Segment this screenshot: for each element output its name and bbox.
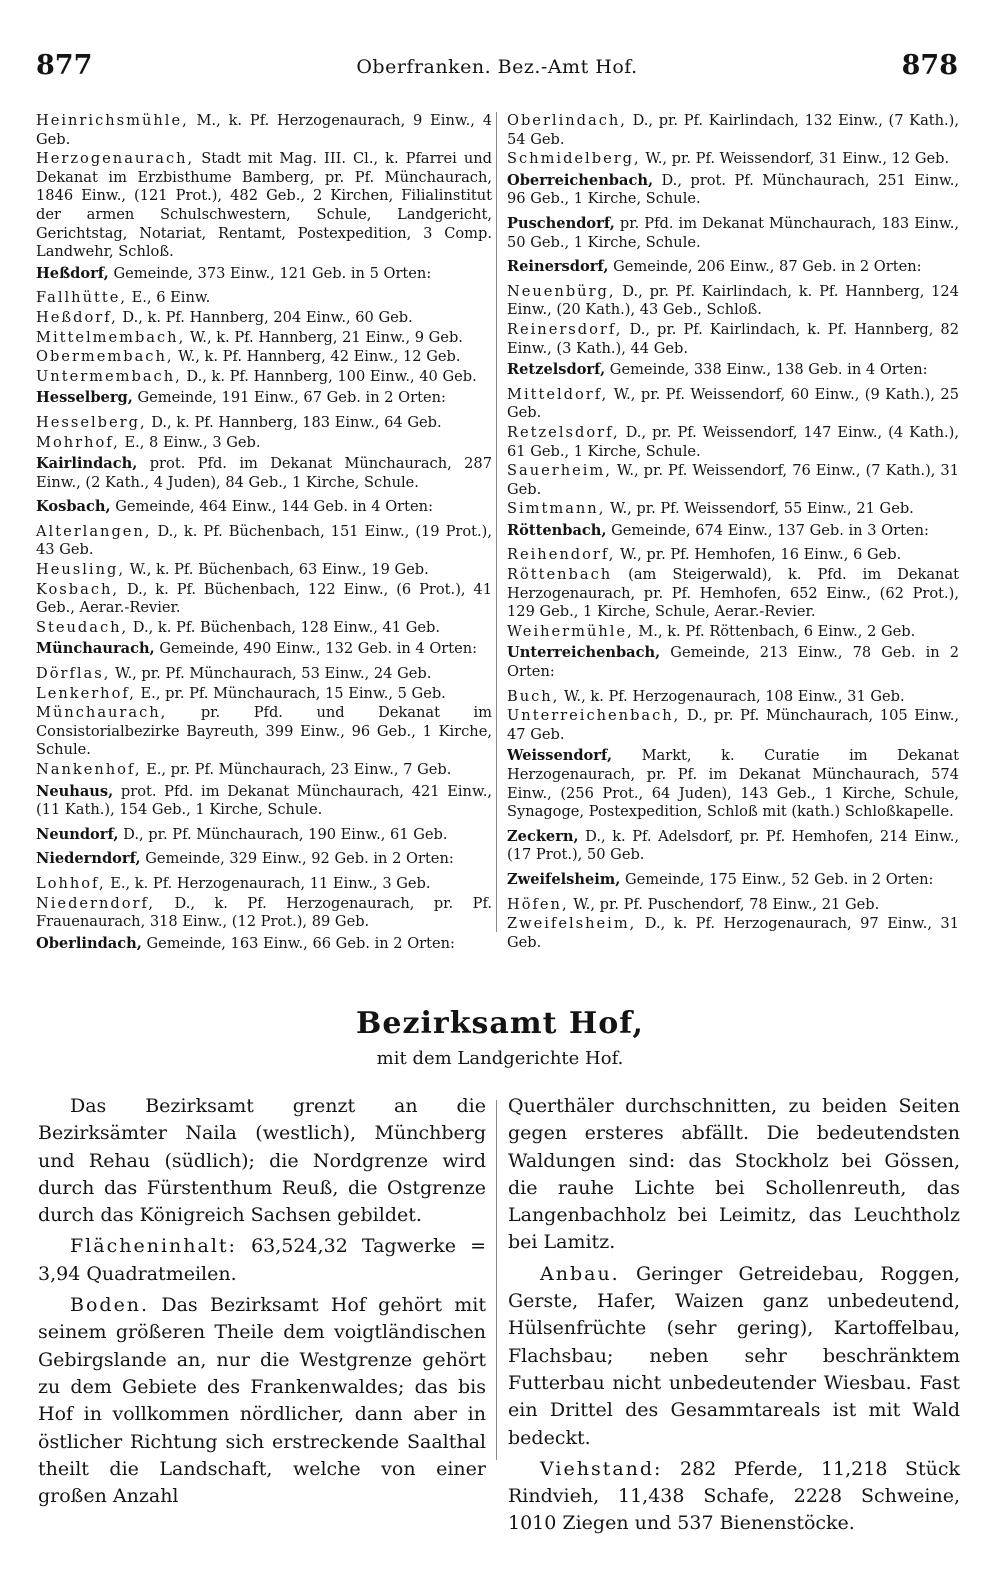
place-name: Zweifelsheim, (507, 870, 621, 888)
paragraph-lead: Anbau. (540, 1262, 620, 1285)
gazetteer-entry (36, 309, 492, 328)
gazetteer-entry-heading (507, 215, 959, 252)
gazetteer-entry-heading (507, 361, 959, 380)
place-name: Mohrhof, (36, 433, 120, 451)
gazetteer-entry (507, 321, 959, 358)
entry-details: Gemeinde, 490 Einw., 132 Geb. in 4 Orten: (159, 640, 478, 658)
entry-details: D., k. Pf. Herzogenaurach, pr. Pf. Frauenaurach, 318 Einw., (12 Prot.), 89 Geb. (36, 894, 492, 931)
section-subtitle: mit dem Landgerichte Hof. (376, 1048, 624, 1069)
page-number-left: 877 (36, 50, 93, 81)
place-name: Weihermühle, (507, 622, 634, 640)
gazetteer-entry-heading (36, 935, 492, 954)
entry-details: Gemeinde, 338 Einw., 138 Geb. in 4 Orten: (609, 361, 928, 379)
gazetteer-entry (36, 289, 492, 308)
entry-details: W., pr. Pf. Weissendorf, 55 Einw., 21 Geb. (610, 500, 914, 518)
gazetteer-entry (36, 561, 492, 580)
entry-details: D., pr. Pf. Münchaurach, 105 Einw., 47 Geb. (507, 707, 960, 743)
entry-details: E., 8 Einw., 3 Geb. (124, 433, 261, 451)
gazetteer-entry-heading (36, 640, 492, 659)
gazetteer-entry (36, 348, 492, 367)
place-name: Lohhof, (36, 874, 106, 892)
entry-details: D., k. Pf. Hannberg, 204 Einw., 60 Geb. (122, 308, 413, 326)
entry-details: D., k. Pf. Büchenbach, 128 Einw., 41 Geb. (132, 618, 440, 636)
entry-details: D., pr. Pf. Kairlindach, k. Pf. Hannberg, 124 Einw., (20 Kath.), 43 Geb., Schloß. (507, 282, 959, 319)
entry-details: E., k. Pf. Herzogenaurach, 11 Einw., 3 Geb. (110, 874, 431, 892)
paragraph-lead: Boden. (70, 1294, 150, 1317)
entry-details: D., prot. Pf. Münchaurach, 251 Einw., 96 Geb., 1 Kirche, Schule. (507, 171, 960, 208)
gazetteer-entry (36, 704, 492, 760)
place-name: Alterlangen, (36, 522, 152, 540)
entry-details: Gemeinde, 175 Einw., 52 Geb. in 2 Orten: (624, 870, 934, 888)
place-name: Puschendorf, (507, 214, 615, 232)
place-name: Schmidelberg, (507, 150, 641, 168)
gazetteer-entry (507, 112, 959, 149)
entry-details: Stadt mit Mag. III. Cl., k. Pfarrei und Dekanat im Erzbisthume Bamberg, pr. Pf. Münchaurach, 1846 Einw., (121 Prot.), 482 Geb., 2 Kirchen, Filialinstitut der armen Schulschwestern, Schule, Landgericht, Gerichtstag, Notariat, Rentamt, Postexpedition, 3 Comp. Landwehr, Schloß. (36, 150, 492, 261)
gazetteer-entry-heading (507, 828, 959, 865)
description-paragraph (508, 1261, 960, 1452)
place-name: Reinersdorf, (507, 320, 623, 338)
entry-details: W., pr. Pf. Weissendorf, 31 Einw., 12 Geb. (645, 150, 950, 168)
entry-details: D., k. Pf. Hannberg, 183 Einw., 64 Geb. (151, 413, 442, 431)
entry-details: M., k. Pf. Röttenbach, 6 Einw., 2 Geb. (638, 622, 916, 640)
gazetteer-entry (507, 283, 959, 320)
place-name: Röttenbach (507, 566, 613, 584)
entry-details: prot. Pfd. im Dekanat Münchaurach, 287 Einw., (2 Kath., 4 Juden), 84 Geb., 1 Kirche, Schule. (36, 455, 493, 491)
description-paragraph (38, 1233, 486, 1288)
place-name: Kosbach, (36, 580, 120, 598)
gazetteer-entry (507, 915, 959, 952)
entry-details: W., k. Pf. Hannberg, 21 Einw., 9 Geb. (189, 328, 463, 346)
paragraph-lead: Viehstand: (540, 1457, 663, 1480)
gazetteer-entry (36, 112, 492, 149)
description-column-left (38, 1093, 486, 1514)
column-divider-top (496, 112, 497, 932)
paragraph-text: Das Bezirksamt Hof gehört mit seinem größeren Theile dem voigtländischen Gebirgslande an, nur die Westgrenze gehört zu dem Gebiete des Frankenwaldes; das bis Hof in vollkommen nördlicher, dann aber in östlicher Richtung sich erstreckende Saalthal theilt die Landschaft, welche von einer großen Anzahl (38, 1294, 486, 1508)
gazetteer-entry-heading (507, 522, 959, 541)
place-name: Lenkerhof, (36, 684, 136, 702)
place-name: Hesselberg, (36, 389, 133, 407)
place-name: Herzogenaurach, (36, 150, 195, 168)
place-name: Röttenbach, (507, 521, 607, 539)
entry-details: D., pr. Pf. Weissendorf, 147 Einw., (4 Kath.), 61 Geb., 1 Kirche, Schule. (507, 423, 959, 460)
place-name: Sauerheim, (507, 462, 612, 480)
gazetteer-entry (507, 424, 959, 461)
gazetteer-entry-heading (36, 850, 492, 869)
gazetteer-entry (507, 896, 959, 915)
entry-details: Gemeinde, 674 Einw., 137 Geb. in 3 Orten: (611, 521, 929, 539)
description-paragraph (38, 1093, 486, 1229)
place-name: Fallhütte, (36, 289, 127, 307)
entry-details: W., k. Pf. Herzogenaurach, 108 Einw., 31 Geb. (563, 687, 905, 705)
entry-details: D., k. Pf. Büchenbach, 151 Einw., (19 Prot.), 43 Geb. (36, 522, 493, 559)
gazetteer-entry-heading (36, 826, 492, 845)
paragraph-text: 63,524,32 Tagwerke = 3,94 Quadratmeilen. (38, 1235, 486, 1285)
gazetteer-entry (507, 386, 959, 423)
entry-details: D., k. Pf. Herzogenaurach, 97 Einw., 31 Geb. (507, 915, 959, 951)
paragraph-lead: Flächeninhalt: (70, 1235, 237, 1258)
gazetteer-entry (507, 150, 959, 169)
place-name: Höfen, (507, 895, 569, 913)
page-header (36, 50, 958, 90)
running-title: Oberfranken. Bez.-Amt Hof. (356, 56, 638, 78)
gazetteer-entry-heading (507, 258, 959, 277)
entry-details: Gemeinde, 464 Einw., 144 Geb. in 4 Orten: (115, 498, 433, 516)
gazetteer-entry-heading (507, 172, 959, 209)
entry-details: Gemeinde, 206 Einw., 87 Geb. in 2 Orten: (613, 258, 922, 276)
place-name: Weissendorf, (507, 747, 613, 765)
entry-details: W., pr. Pf. Weissendorf, 76 Einw., (7 Kath.), 31 Geb. (507, 462, 959, 498)
gazetteer-entry (507, 707, 959, 744)
paragraph-text: Das Bezirksamt grenzt an die Bezirksämter Naila (westlich), Münchberg und Rehau (südlich); die Nordgrenze wird durch das Fürstenthum Reuß, die Ostgrenze durch das Königreich Sachsen gebildet. (38, 1095, 486, 1227)
gazetteer-entry (36, 761, 492, 780)
entry-details: prot. Pfd. im Dekanat Münchaurach, 421 Einw., (11 Kath.), 154 Geb., 1 Kirche, Schule. (36, 782, 492, 819)
paragraph-text: 282 Pferde, 11,218 Stück Rindvieh, 11,438 Schafe, 2228 Schweine, 1010 Ziegen und 537 Bienenstöcke. (508, 1457, 961, 1535)
entry-details: D., pr. Pf. Münchaurach, 190 Einw., 61 Geb. (123, 825, 448, 843)
entry-details: M., k. Pf. Herzogenaurach, 9 Einw., 4 Geb. (36, 112, 493, 148)
gazetteer-entry (507, 462, 959, 499)
gazetteer-entry (507, 546, 959, 565)
gazetteer-entry (36, 895, 492, 932)
paragraph-text: Querthäler durchschnitten, zu beiden Seiten gegen ersteres abfällt. Die bedeutendsten Waldungen sind: das Stockholz bei Gössen, die rauhe Lichte bei Schollenreuth, das Langenbachholz bei Leimitz, das Leuchtholz bei Lamitz. (508, 1095, 960, 1254)
column-divider-bottom (496, 1100, 497, 1460)
entry-details: W., k. Pf. Hannberg, 42 Einw., 12 Geb. (178, 348, 461, 366)
entry-details: Markt, k. Curatie im Dekanat Herzogenaurach, pr. Pf. im Dekanat Münchaurach, 574 Einw., (256 Prot., 64 Juden), 143 Geb., 1 Kirche, Schule, Synagoge, Postexpedition, Schloß mit (kath.) Schloßkapelle. (507, 747, 959, 821)
place-name: Mittelmembach, (36, 328, 186, 346)
place-name: Unterreichenbach, (507, 644, 661, 662)
description-paragraph (508, 1456, 960, 1538)
place-name: Münchaurach, (36, 640, 155, 658)
gazetteer-entry-heading (36, 498, 492, 517)
entry-details: pr. Pfd. und Dekanat im Consistorialbezirke Bayreuth, 399 Einw., 96 Geb., 1 Kirche, Schule. (36, 704, 492, 759)
place-name: Neuenbürg, (507, 282, 616, 300)
gazetteer-entry-heading (507, 747, 959, 821)
gazetteer-entry (36, 150, 492, 262)
place-name: Heusling, (36, 561, 125, 579)
entry-details: Gemeinde, 373 Einw., 121 Geb. in 5 Orten: (113, 264, 432, 282)
gazetteer-entry (507, 623, 959, 642)
place-name: Reihendorf, (507, 546, 616, 564)
place-name: Oberlindach, (507, 112, 627, 129)
gazetteer-entry-heading (36, 265, 492, 284)
place-name: Münchaurach, (36, 704, 168, 722)
place-name: Steudach, (36, 618, 129, 636)
entry-details: W., pr. Pf. Münchaurach, 53 Einw., 24 Geb. (115, 665, 432, 683)
place-name: Neuhaus, (36, 782, 114, 800)
gazetteer-entry (507, 688, 959, 707)
entry-details: pr. Pfd. im Dekanat Münchaurach, 183 Einw., 50 Geb., 1 Kirche, Schule. (507, 214, 959, 251)
paragraph-text: Geringer Getreidebau, Roggen, Gerste, Hafer, Waizen ganz unbedeutend, Hülsenfrüchte (sehr gering), Kartoffelbau, Flachsbau; neben sehr beschränktem Futterbau nicht unbedeutender Wiesbau. Fast ein Drittel des Gesammtareals ist mit Wald bedeckt. (508, 1262, 960, 1449)
place-name: Untermembach, (36, 367, 182, 385)
place-name: Nankenhof, (36, 761, 142, 778)
gazetteer-entry (507, 566, 959, 622)
place-name: Retzelsdorf, (507, 423, 620, 441)
place-name: Dörflas, (36, 665, 111, 683)
page-number-right: 878 (901, 50, 958, 81)
place-name: Kosbach, (36, 498, 111, 516)
place-name: Simtmann, (507, 500, 606, 518)
place-name: Mitteldorf, (507, 385, 609, 403)
entry-details: E., 6 Einw. (131, 289, 211, 307)
description-paragraph (38, 1292, 486, 1510)
gazetteer-entry (36, 685, 492, 704)
place-name: Oberreichenbach, (507, 171, 654, 189)
section-title: Bezirksamt Hof, (356, 1006, 644, 1041)
gazetteer-entry (36, 368, 492, 387)
gazetteer-entry (36, 434, 492, 453)
place-name: Unterreichenbach, (507, 707, 681, 725)
entry-details: W., k. Pf. Büchenbach, 63 Einw., 19 Geb. (129, 561, 429, 579)
entry-details: D., pr. Pf. Kairlindach, 132 Einw., (7 Kath.), 54 Geb. (507, 112, 960, 148)
place-name: Niederndorf, (36, 850, 141, 868)
place-name: Zweifelsheim, (507, 915, 637, 933)
entry-details: Gemeinde, 191 Einw., 67 Geb. in 2 Orten: (137, 389, 446, 407)
entry-details: E., pr. Pf. Münchaurach, 23 Einw., 7 Geb. (146, 761, 452, 778)
gazetteer-entry (36, 329, 492, 348)
entry-details: (am Steigerwald), k. Pfd. im Dekanat Herzogenaurach, pr. Pf. Hemhofen, 652 Einw., (62 Prot.), 129 Geb., 1 Kirche, Schule, Aerar.-Revier. (507, 566, 960, 621)
gazetteer-column-right (507, 112, 959, 953)
place-name: Reinersdorf, (507, 258, 609, 276)
entry-details: D., k. Pf. Adelsdorf, pr. Pf. Hemhofen, 214 Einw., (17 Prot.), 50 Geb. (507, 827, 959, 864)
entry-details: Gemeinde, 163 Einw., 66 Geb. in 2 Orten: (146, 934, 455, 952)
place-name: Heßdorf, (36, 308, 118, 326)
entry-details: W., pr. Pf. Puschendorf, 78 Einw., 21 Geb. (573, 895, 880, 913)
gazetteer-column-left (36, 112, 492, 959)
entry-details: Gemeinde, 329 Einw., 92 Geb. in 2 Orten: (145, 850, 454, 868)
place-name: Retzelsdorf, (507, 361, 606, 379)
place-name: Heßdorf, (36, 264, 109, 282)
place-name: Neundorf, (36, 825, 119, 843)
place-name: Hesselberg, (36, 413, 147, 431)
gazetteer-entry (507, 500, 959, 519)
gazetteer-entry-heading (36, 455, 492, 492)
place-name: Kairlindach, (36, 455, 138, 473)
entry-details: D., k. Pf. Hannberg, 100 Einw., 40 Geb. (186, 367, 477, 385)
description-paragraph (508, 1093, 960, 1257)
gazetteer-entry-heading (507, 871, 959, 890)
gazetteer-entry (36, 665, 492, 684)
place-name: Zeckern, (507, 827, 579, 845)
gazetteer-entry-heading (36, 783, 492, 820)
place-name: Buch, (507, 687, 560, 705)
gazetteer-entry-heading (36, 389, 492, 408)
gazetteer-entry-heading (507, 644, 959, 681)
place-name: Oberlindach, (36, 934, 142, 952)
gazetteer-entry (36, 875, 492, 894)
place-name: Heinrichsmühle, (36, 112, 189, 129)
gazetteer-entry (36, 619, 492, 638)
place-name: Obermembach, (36, 348, 174, 366)
place-name: Niederndorf, (36, 894, 156, 912)
entry-details: D., pr. Pf. Kairlindach, k. Pf. Hannberg, 82 Einw., (3 Kath.), 44 Geb. (507, 320, 960, 357)
gazetteer-entry (36, 523, 492, 560)
entry-details: W., pr. Pf. Hemhofen, 16 Einw., 6 Geb. (620, 546, 902, 564)
gazetteer-entry (36, 581, 492, 618)
entry-details: D., k. Pf. Büchenbach, 122 Einw., (6 Prot.), 41 Geb., Aerar.-Revier. (36, 580, 492, 617)
entry-details: W., pr. Pf. Weissendorf, 60 Einw., (9 Kath.), 25 Geb. (507, 385, 960, 422)
entry-details: E., pr. Pf. Münchaurach, 15 Einw., 5 Geb. (140, 684, 446, 702)
gazetteer-entry (36, 414, 492, 433)
entry-details: Gemeinde, 213 Einw., 78 Geb. in 2 Orten: (507, 644, 959, 681)
description-column-right (508, 1093, 960, 1542)
